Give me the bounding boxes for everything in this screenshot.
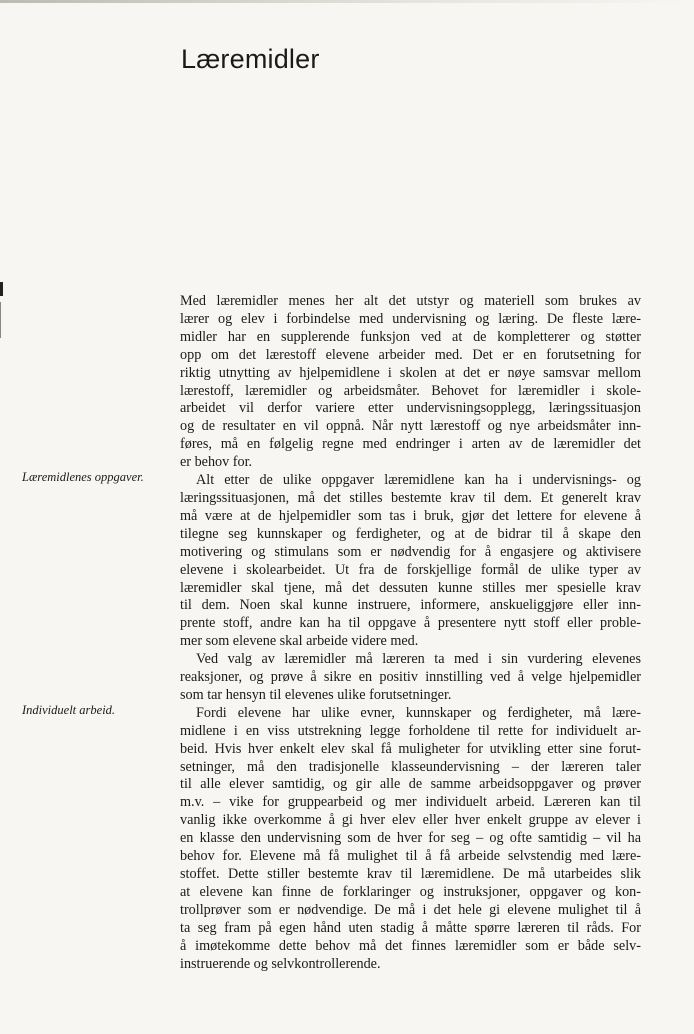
text-line: behov for. Elevene må få mulighet til å få arbeide selvstendig med lære- <box>180 848 641 865</box>
text-line: lærestoff, læremidler og arbeidsmåter. Behovet for læremidler i skole- <box>180 382 641 399</box>
binding-mark-thin <box>0 302 1 338</box>
text-line: til alle elever samtidig, og gir alle de samme arbeidsoppgaver og prøver <box>180 776 641 793</box>
body-text <box>180 293 641 973</box>
text-line: er behov for. <box>180 454 253 471</box>
text-line: ta seg fram på egen hånd uten stadig å måtte spørre læreren til råds. For <box>180 919 641 936</box>
text-line: stoffet. Dette stiller bestemte krav til læremidlene. De må utarbeides slik <box>180 866 641 882</box>
text-line: m.v. – vike for gruppearbeid og mer individuelt arbeid. Læreren kan til <box>180 794 641 811</box>
text-line: tilegne seg kunnskaper og ferdigheter, og at de bidrar til å skape den <box>180 525 641 542</box>
page-title: Læremidler <box>181 44 320 74</box>
text-line: riktig utnytting av hjelpemidlene i skolen at det er nøye samsvar mellom <box>180 364 641 381</box>
text-line: lærer og elev i forbindelse med undervisning og læring. De fleste lære- <box>180 310 641 327</box>
text-line: vanlig ikke overkomme å gi hver elev eller hver enkelt gruppe av elever i <box>180 812 641 829</box>
text-line: læremidler skal tjene, må det dessuten kunne stilles mer spesielle krav <box>180 579 641 596</box>
text-line: må være at de hjelpemidler som tas i bruk, gjør det lettere for elevene å <box>180 507 641 524</box>
text-line: Alt etter de ulike oppgaver læremidlene kan ha i undervisnings- og <box>196 472 641 489</box>
text-line: Med læremidler menes her alt det utstyr og materiell som brukes av <box>180 293 641 309</box>
text-line: prente stoff, andre kan ha til oppgave å presentere nytt stoff eller proble- <box>180 615 641 632</box>
text-line: en klasse den undervisning som de hver for seg – og ofte samtidig – vil ha <box>180 830 641 847</box>
text-line: midlene i en viss utstrekning legge forholdene til rette for individuelt ar- <box>180 722 641 739</box>
text-line: Ved valg av læremidler må læreren ta med i sin vurdering elevenes <box>196 651 641 668</box>
text-line: reaksjoner, og prøve å sikre en positiv innstilling ved å velge hjelpemidler <box>180 669 641 686</box>
text-line: til dem. Noen skal kunne instruere, informere, anskueliggjøre eller inn- <box>180 597 641 614</box>
text-line: læringssituasjonen, må det stilles bestemte krav til dem. Et generelt krav <box>180 489 641 506</box>
text-line: og de resultater en vil oppnå. Når nytt lærestoff og nye arbeidsmåter inn- <box>180 418 641 435</box>
text-line: setninger, må den tradisjonelle klasseundervisning – der læreren taler <box>180 758 641 775</box>
margin-note-individuelt: Individuelt arbeid. <box>22 703 116 717</box>
margin-note-oppgaver: Læremidlenes oppgaver. <box>22 470 144 484</box>
text-line: trollprøver som er nødvendige. De må i det hele gi elevene mulighet til å <box>180 901 641 918</box>
text-line: motivering og stimulans som er nødvendig for å engasjere og aktivisere <box>180 543 641 560</box>
text-line: beid. Hvis hver enkelt elev skal få muligheter for utvikling etter sine forut- <box>180 740 641 757</box>
text-line: å imøtekomme dette behov må det finnes læremidler som er både selv- <box>180 937 641 954</box>
text-line: elevene i skolearbeidet. Ut fra de forskjellige formål de ulike typer av <box>180 561 641 578</box>
text-line: midler har en supplerende funksjon ved at de kompletterer og støtter <box>180 328 641 345</box>
text-line: mer som elevene skal arbeide videre med. <box>180 633 419 650</box>
text-line: som tar hensyn til elevenes ulike forutsetninger. <box>180 686 452 703</box>
text-line: føres, må en følgelig regne med endringer i arten av de læremidler det <box>180 436 641 453</box>
text-line: at elevene kan finne de forklaringer og instruksjoner, oppgaver og kon- <box>180 883 641 900</box>
text-line: arbeidet vil derfor variere etter undervisningsopplegg, læringssituasjon <box>180 400 641 417</box>
text-line: opp om det lærestoff elevene arbeider med. Det er en forutsetning for <box>180 346 641 363</box>
binding-mark <box>0 282 3 296</box>
text-line: Fordi elevene har ulike evner, kunnskaper og ferdigheter, må lære- <box>196 704 641 721</box>
text-line: instruerende og selvkontrollerende. <box>180 955 381 972</box>
top-edge-rule <box>0 0 694 3</box>
